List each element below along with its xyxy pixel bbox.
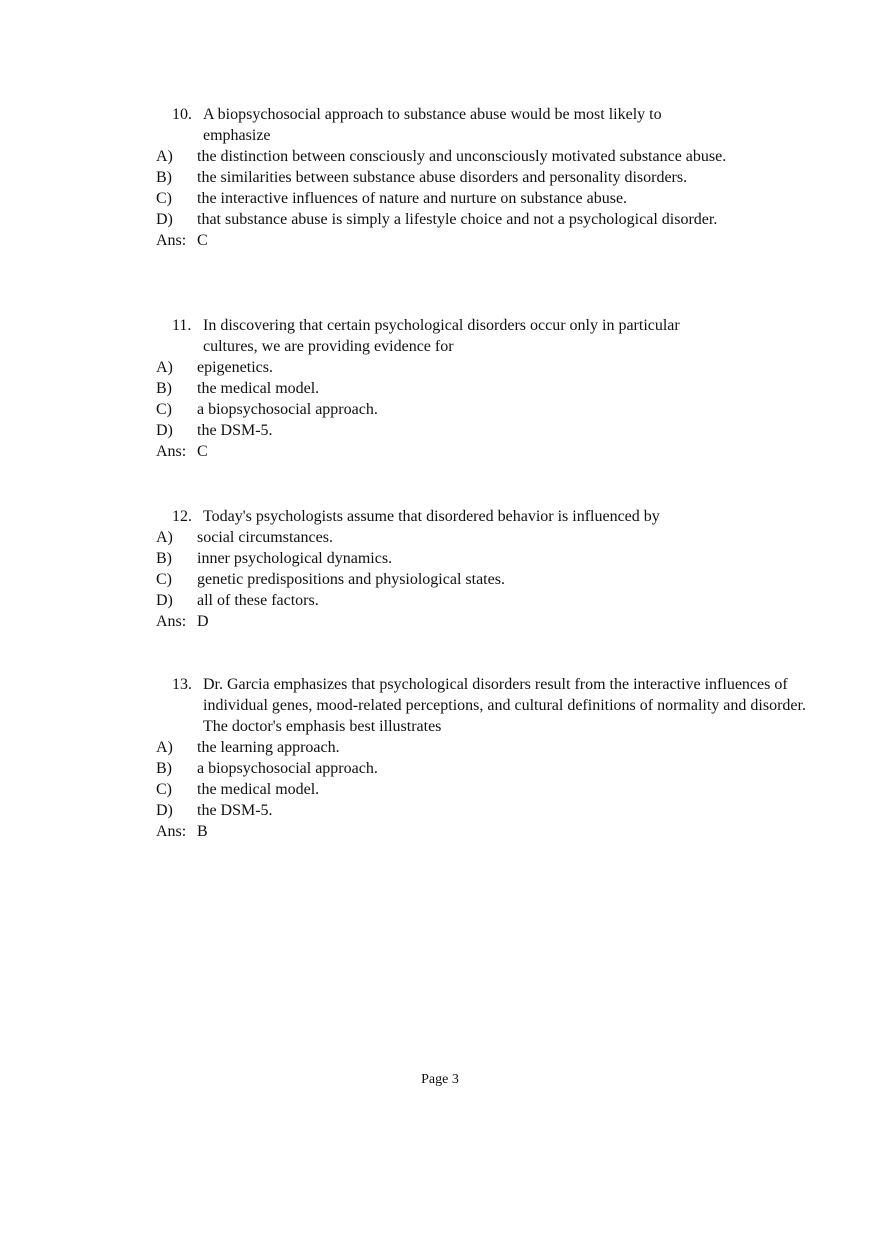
option-letter: A) [156,148,173,165]
question-text: A biopsychosocial approach to substance abuse would be most likely to emphasize [203,106,662,144]
option-text: a biopsychosocial approach. [197,401,378,418]
option-letter: B) [156,550,172,567]
option-d [156,590,796,611]
option-a [156,146,737,167]
option-text: the learning approach. [197,739,340,756]
answer-value: C [197,232,208,249]
option-text: genetic predispositions and physiological states. [197,571,505,588]
options-list [156,357,796,441]
option-text: the medical model. [197,781,320,798]
answer-line [156,441,796,462]
option-a [156,737,796,758]
option-c [156,569,796,590]
option-letter: A) [156,739,173,756]
question-10 [156,104,796,251]
answer-value: B [197,823,208,840]
question-12 [156,506,796,632]
option-letter: B) [156,169,172,186]
answer-line [156,821,796,842]
option-b [156,758,796,779]
option-text: epigenetics. [197,359,273,376]
option-text: that substance abuse is simply a lifestyle choice and not a psychological disorder. [197,211,718,228]
question-number: 13. [172,676,192,693]
option-letter: B) [156,380,172,397]
question-text: Dr. Garcia emphasizes that psychological disorders result from the interactive influences of individual genes, mood-related perceptions, and cultural definitions of normality and disorder. The doctor's emphasis best illustrates [203,676,806,735]
option-c [156,779,796,800]
question-text: In discovering that certain psychological disorders occur only in particular cultures, we are providing evidence for [203,317,680,355]
page-number: Page 3 [421,1072,459,1087]
option-letter: C) [156,781,172,798]
option-text: inner psychological dynamics. [197,550,393,567]
option-letter: A) [156,529,173,546]
option-d [156,209,796,230]
option-letter: C) [156,190,172,207]
answer-label: Ans: [156,443,187,460]
options-list [156,737,796,821]
question-stem [156,315,728,357]
question-13 [156,674,806,842]
option-letter: D) [156,211,173,228]
question-number: 12. [172,508,192,525]
option-letter: C) [156,401,172,418]
option-c [156,188,796,209]
option-text: the DSM-5. [197,802,273,819]
option-text: the similarities between substance abuse disorders and personality disorders. [197,169,688,186]
option-a [156,357,796,378]
question-stem [156,506,803,527]
option-d [156,800,796,821]
option-b [156,548,796,569]
options-list [156,146,796,230]
option-text: the distinction between consciously and unconsciously motivated substance abuse. [197,148,727,165]
question-stem [156,674,818,737]
question-number: 11. [172,317,192,334]
option-letter: A) [156,359,173,376]
answer-line [156,230,796,251]
option-letter: D) [156,592,173,609]
option-c [156,399,796,420]
option-text: the interactive influences of nature and nurture on substance abuse. [197,190,628,207]
option-a [156,527,796,548]
answer-label: Ans: [156,232,187,249]
option-text: all of these factors. [197,592,319,609]
option-letter: C) [156,571,172,588]
answer-label: Ans: [156,823,187,840]
option-text: the medical model. [197,380,320,397]
option-b [156,378,796,399]
answer-line [156,611,796,632]
option-letter: D) [156,802,173,819]
question-11 [156,315,796,462]
question-stem [156,104,708,146]
question-text: Today's psychologists assume that disordered behavior is influenced by [203,508,660,525]
options-list [156,527,796,611]
option-letter: D) [156,422,173,439]
option-b [156,167,796,188]
option-text: the DSM-5. [197,422,273,439]
answer-value: C [197,443,208,460]
option-text: social circumstances. [197,529,333,546]
question-number: 10. [172,106,192,123]
option-d [156,420,796,441]
answer-label: Ans: [156,613,187,630]
answer-value: D [197,613,209,630]
option-text: a biopsychosocial approach. [197,760,378,777]
option-letter: B) [156,760,172,777]
